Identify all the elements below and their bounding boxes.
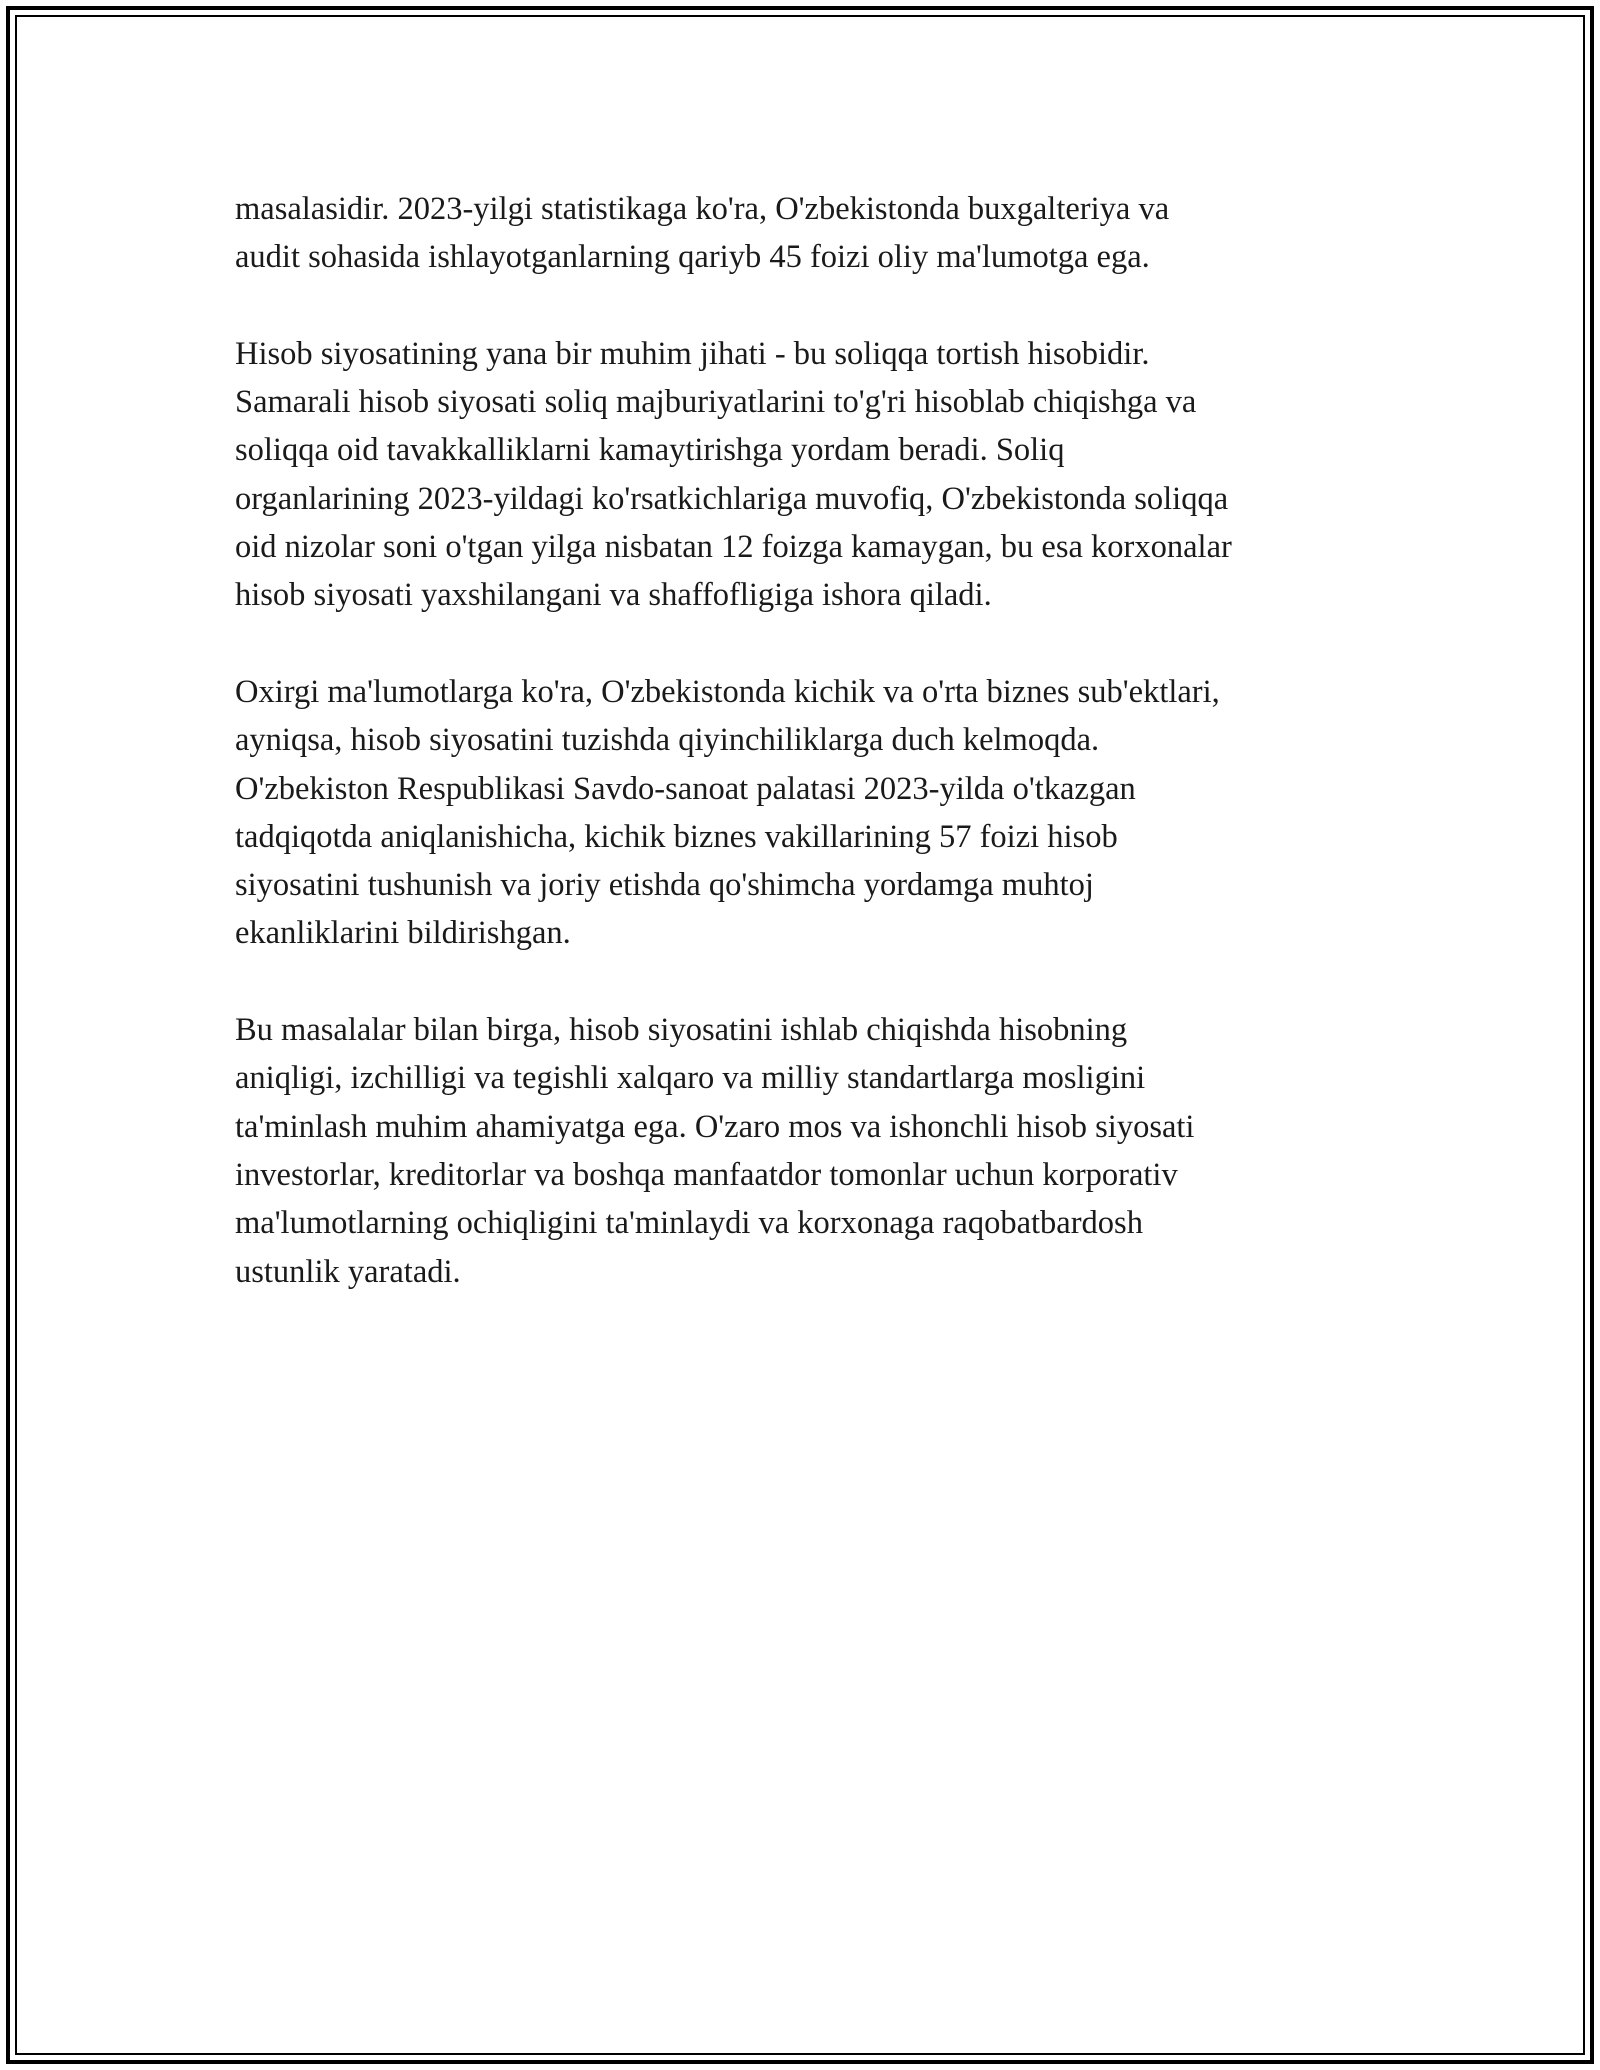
paragraph-2: Hisob siyosatining yana bir muhim jihati - bu soliqqa tortish hisobidir. Samarali hisob siyosati soliq majburiyatlarini to'g'ri hisoblab chiqishga va soliqqa oid tavakkalliklarni kamaytirishga yordam beradi. Soliq organlarining 2023-yildagi ko'rsatkichlariga muvofiq, O'zbekistonda soliqqa oid nizolar soni o'tgan yilga nisbatan 12 foizga kamaygan, bu esa korxonalar hisob siyosati yaxshilangani va shaffofligiga ishora qiladi. (235, 335, 1232, 614)
paragraph-1: masalasidir. 2023-yilgi statistikaga ko'ra, O'zbekistonda buxgalteriya va audit sohasida ishlayotganlarning qariyb 45 foizi oliy ma'lumotga ega. (235, 191, 1170, 276)
paragraph-3: Oxirgi ma'lumotlarga ko'ra, O'zbekistonda kichik va o'rta biznes sub'ektlari, ayniqsa, hisob siyosatini tuzishda qiyinchiliklarga duch kelmoqda. O'zbekiston Respublikasi Savdo-sanoat palatasi 2023-yilda o'tkazgan tadqiqotda aniqlanishicha, kichik biznes vakillarining 57 foizi hisob siyosatini tushunish va joriy etishda qo'shimcha yordamga muhtoj ekanliklarini bildirishgan. (235, 673, 1220, 952)
paragraph-4: Bu masalalar bilan birga, hisob siyosatini ishlab chiqishda hisobning aniqligi, izchilligi va tegishli xalqaro va milliy standartlarga mosligini ta'minlash muhim ahamiyatga ega. O'zaro mos va ishonchli hisob siyosati investorlar, kreditorlar va boshqa manfaatdor tomonlar uchun korporativ ma'lumotlarning ochiqligini ta'minlaydi va korxonaga raqobatbardosh ustunlik yaratadi. (235, 1012, 1195, 1290)
document-body (235, 185, 1375, 1344)
